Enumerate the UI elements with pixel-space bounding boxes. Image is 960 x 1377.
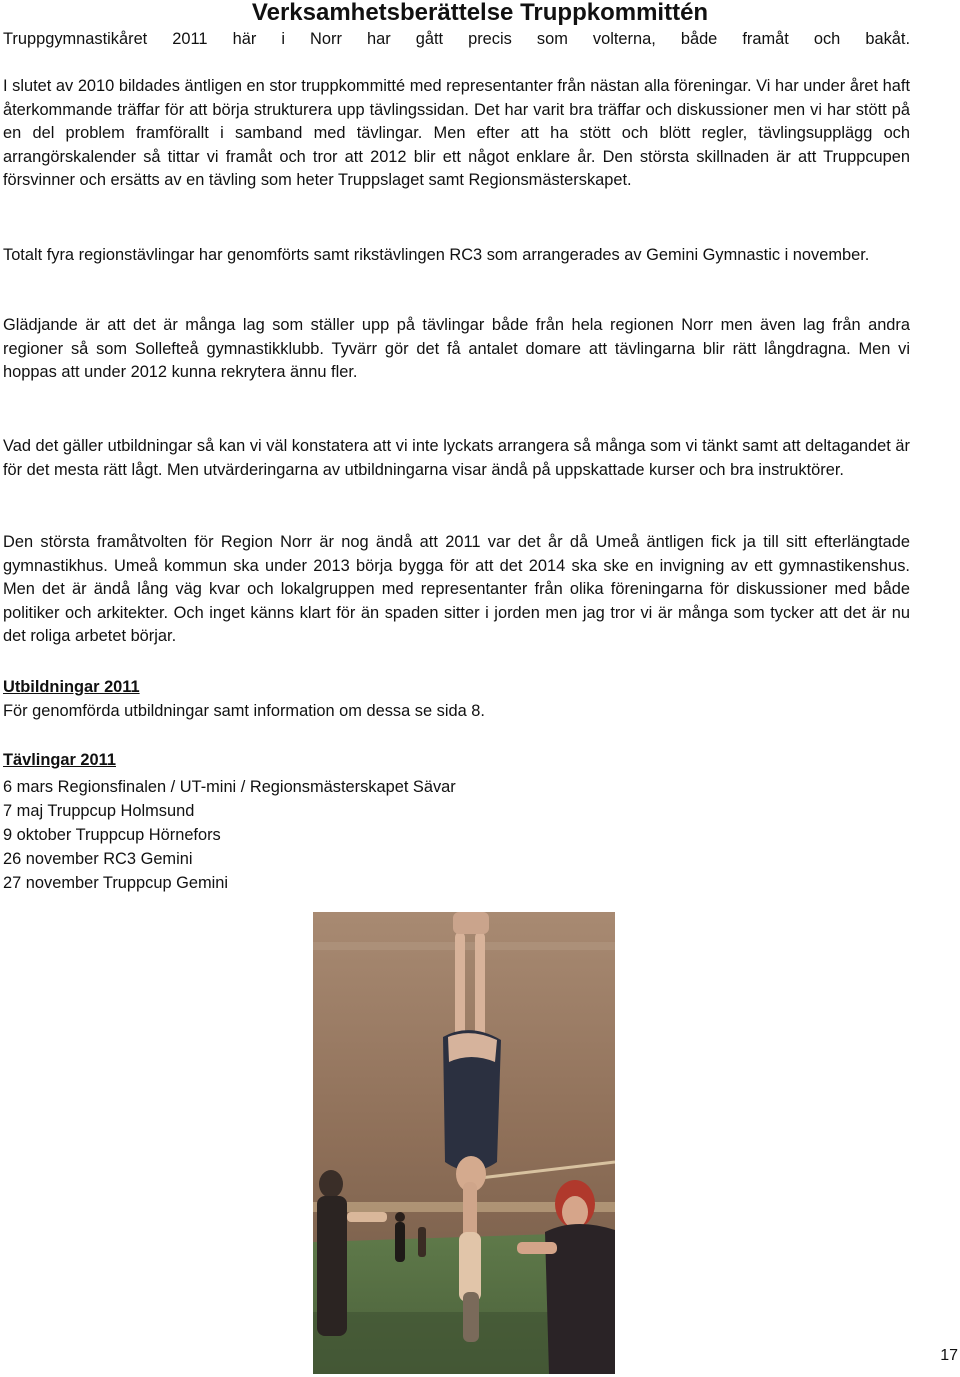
competition-list bbox=[3, 775, 456, 895]
page-number: 17 bbox=[940, 1347, 958, 1364]
paragraph-intro: Truppgymnastikåret 2011 här i Norr har gått precis som volterna, både framåt och bakåt. bbox=[3, 30, 910, 48]
list-item: 6 mars Regionsfinalen / UT-mini / Regionsmästerskapet Sävar bbox=[3, 778, 456, 796]
gymnastics-photo bbox=[313, 912, 615, 1374]
paragraph-committee: I slutet av 2010 bildades äntligen en stor truppkommitté med representanter från nästan alla föreningar. Vi har under året haft återkommande träffar för att börja strukturera upp tävlingssidan. Det har varit bra träffar och diskussioner men vi har stött på en del problem framförallt i samband med tävlingar. Men efter att ha stött och blött regler, tävlingsupplägg och arrangörskalender så tittar vi framåt och tror att 2012 blir ett något enklare år. Den största skillnaden är att Truppcupen försvinner och ersätts av en tävling som heter Truppslaget samt Regionsmästerskapet. bbox=[3, 77, 910, 190]
utbildningar-text: För genomförda utbildningar samt information om dessa se sida 8. bbox=[3, 702, 485, 720]
list-item: 27 november Truppcup Gemini bbox=[3, 874, 229, 892]
paragraph-gymnastics-hall: Den största framåtvolten för Region Norr är nog ändå att 2011 var det år då Umeå äntligen fick ja till sitt efterlängtade gymnastikhus. Umeå kommun ska under 2013 börja bygga för att det 2014 ska ske en invigning av ett gymnastikenshus. Men det är ändå lång väg kvar och lokalgruppen med representanter från olika föreningarna för diskussioner med både politiker och arkitekter. Och inget känns klart för än spaden sitter i jorden men jag tror vi är många som tycker att det är nu det roliga arbetet börjar. bbox=[3, 533, 910, 646]
paragraph-teams: Glädjande är att det är många lag som ställer upp på tävlingar både från hela regionen Norr men även lag från andra regioner så som Sollefteå gymnastikklubb. Tyvärr gör det få antalet domare att tävlingarna blir rätt långdragna. Men vi hoppas att under 2012 kunna rekrytera ännu fler. bbox=[3, 316, 910, 382]
paragraph-education: Vad det gäller utbildningar så kan vi väl konstatera att vi inte lyckats arrangera så många som vi tänkt samt att deltagandet är för det mesta rätt lågt. Men utvärderingarna av utbildningarna visar ändå på uppskattade kurser och bra instruktörer. bbox=[3, 437, 910, 479]
list-item: 9 oktober Truppcup Hörnefors bbox=[3, 826, 221, 844]
list-item: 7 maj Truppcup Holmsund bbox=[3, 802, 195, 820]
paragraph-competitions: Totalt fyra regionstävlingar har genomförts samt rikstävlingen RC3 som arrangerades av Gemini Gymnastic i november. bbox=[3, 246, 870, 264]
document-title: Verksamhetsberättelse Truppkommittén bbox=[251, 0, 709, 26]
heading-tavlingar: Tävlingar 2011 bbox=[3, 751, 116, 769]
heading-utbildningar: Utbildningar 2011 bbox=[3, 678, 140, 696]
list-item: 26 november RC3 Gemini bbox=[3, 850, 193, 868]
